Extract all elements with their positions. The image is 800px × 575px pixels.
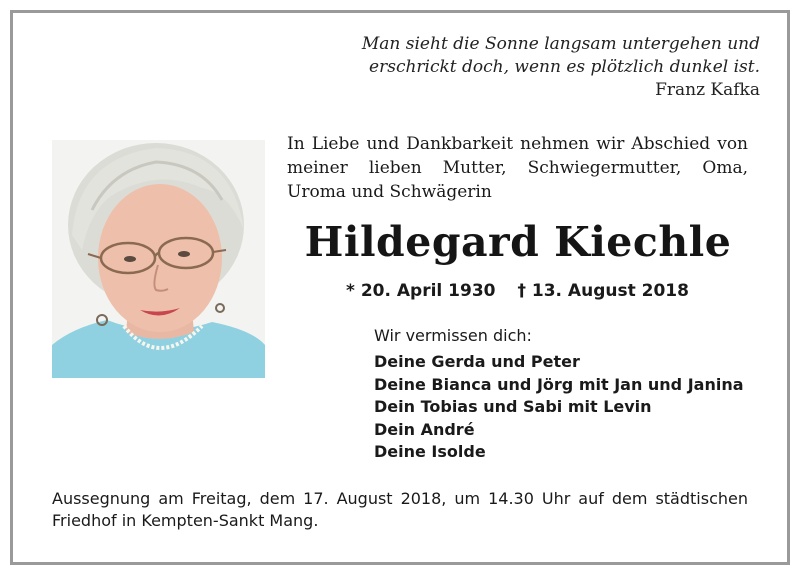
- mourners-list: [374, 351, 744, 464]
- farewell-intro: In Liebe und Dankbarkeit nehmen wir Abschied von meiner lieben Mutter, Schwiegermutter, Oma, Uroma und Schwägerin: [287, 134, 748, 202]
- birth-date: * 20. April 1930: [346, 281, 496, 301]
- portrait-photo: [52, 140, 265, 378]
- portrait-image: [52, 140, 265, 378]
- kafka-quote: [362, 33, 760, 102]
- mourner-entry: Deine Bianca und Jörg mit Jan und Janina: [374, 374, 744, 394]
- quote-line: erschrickt doch, wenn es plötzlich dunkel ist.: [369, 57, 760, 77]
- life-dates: [287, 281, 748, 301]
- death-date: † 13. August 2018: [517, 281, 689, 301]
- mourner-entry: Deine Isolde: [374, 442, 486, 461]
- quote-author: Franz Kafka: [655, 80, 760, 100]
- quote-line: Man sieht die Sonne langsam untergehen und: [361, 34, 760, 54]
- miss-text: Wir vermissen dich:: [374, 326, 532, 345]
- deceased-name: Hildegard Kiechle: [304, 218, 732, 266]
- mourner-entry: Dein André: [374, 419, 475, 439]
- mourner-entry: Dein Tobias und Sabi mit Levin: [374, 397, 652, 416]
- mourner-entry: Deine Gerda und Peter: [374, 352, 580, 371]
- funeral-details: Aussegnung am Freitag, dem 17. August 2018, um 14.30 Uhr auf dem städtischen Friedhof in Kempten-Sankt Mang.: [52, 489, 748, 530]
